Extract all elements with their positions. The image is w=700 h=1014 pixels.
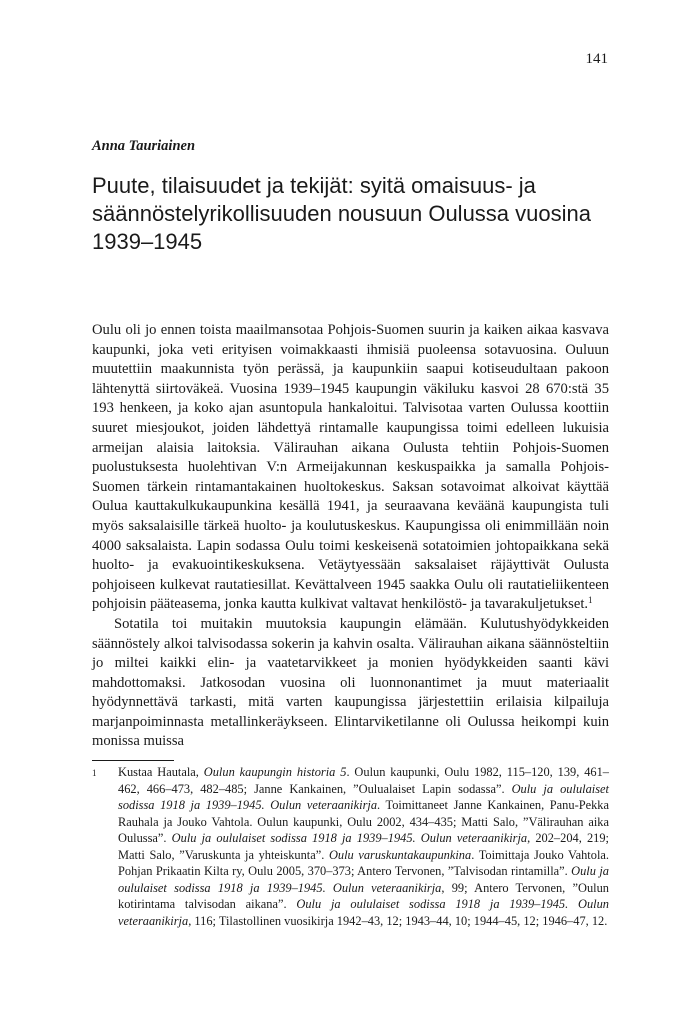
- footnote-text: [118, 764, 609, 929]
- paragraph-text: Sotatila toi muitakin muutoksia kaupungin elämään. Kulutushyödykkeiden säännöstely alkoi talvisodassa sokerin ja kahvin osalta. Välirauhan aikana säännösteltiin jo miltei kaikki elin- ja vaatetarvikkeet ja monien hyödykkeiden saanti kävi mahdottomaksi. Jatkosodan vuosina oli luonnonantimet ja muut materiaalit hyödynnettävä tarkasti, mitä varten kaupungissa järjestettiin erilaisia kilpailuja marjanpoiminnasta metallinkeräykseen. Elintarviketilanne oli Oulussa heikompi kuin monissa muissa: [92, 615, 609, 750]
- footnote-reference[interactable]: 1: [588, 595, 593, 606]
- footnote-segment: . Oulun kaupunki, Oulu 1982, 115–120, 139, 461–462, 466–473, 482–485; Janne Kankainen, ”Oulualaiset Lapin sodassa”.: [118, 765, 609, 796]
- footnote-segment: , 99; Antero Tervonen, ”Oulun kotirintama talvisodan aikana”.: [118, 880, 609, 911]
- paragraph: [92, 615, 609, 752]
- body-text: [92, 321, 609, 752]
- footnote-work-title: Oulu varuskuntakaupunkina: [328, 847, 472, 862]
- footnote: [92, 764, 609, 929]
- footnote-segment: . Toimittaja Jouko Vahtola. Pohjan Prikaatin Kilta ry, Oulu 2005, 370–373; Antero Tervonen, ”Talvisodan rintamilla”.: [118, 847, 609, 878]
- footnote-segment: , 202–204, 219; Matti Salo, ”Varuskunta ja yhteiskunta”.: [118, 831, 609, 862]
- footnote-number: 1: [92, 768, 97, 778]
- footnote-segment: Kustaa Hautala,: [118, 765, 204, 779]
- page-number: 141: [585, 51, 608, 67]
- paragraph-text: Oulu oli jo ennen toista maailmansotaa Pohjois-Suomen suurin ja kaiken aikaa kasvava kaupunki, joka veti erityisen voimakkaasti ihmisiä puoleensa sotavuosina. Ouluun muutettiin maakunnista työn perässä, ja kaupunkiin saapui kotiseudultaan pakoon lähtenyttä siirtoväkeä. Vuosina 1939–1945 kaupungin väkiluku kasvoi 28 670:stä 35 193 henkeen, ja koko ajan asuntopula hankaloitui. Talvisotaa varten Oulussa koottiin suuret miesjoukot, joiden lähdettyä rintamalle kaupungissa toimi edelleen lukuisia armeijan alaisia laitoksia. Välirauhan aikana Oulusta tehtiin Pohjois-Suomen puolustuksesta huolehtivan V:n Armeijakunnan keskuspaikka ja samalla Pohjois-Suomen tärkein rintamantakainen huoltokeskus. Saksan sotavoimat alkoivat käyttää Oulua kauttakulkukaupunkina kesällä 1941, ja seuraavana keväänä kaupungista tuli myös saksalaisille tärkeä huolto- ja koulutuskeskus. Kaupungissa oli enimmillään noin 4000 saksalaista. Lapin sodassa Oulu toimi keskeisenä sotatoimien johtopaikkana sekä huolto- ja evakuointikeskuksena. Vetäytyessään saksalaiset räjäyttivät Oulusta pohjoiseen kulkevat rautatiesillat. Kevättalveen 1945 saakka Oulu oli rautatieliikenteen pohjoisin pääteasema, jonka kautta kulkivat valtavat henkilöstö- ja tavarakuljetukset.: [92, 322, 609, 613]
- footnote-work-title: Oulu ja oululaiset sodissa 1918 ja 1939–1945. Oulun veteraanikirja: [118, 864, 609, 895]
- footnote-work-title: Oulu ja oululaiset sodissa 1918 ja 1939–1945. Oulun veteraanikirja: [118, 781, 609, 812]
- article-title: Puute, tilaisuudet ja tekijät: syitä omaisuus- ja säännöstelyrikollisuuden nousuun Oulussa vuosina 1939–1945: [92, 173, 591, 254]
- footnote-segment: , 116; Tilastollinen vuosikirja 1942–43, 12; 1943–44, 10; 1944–45, 12; 1946–47, 12.: [188, 913, 608, 928]
- footnote-work-title: Oulu ja oululaiset sodissa 1918 ja 1939–1945. Oulun veteraanikirja: [118, 897, 609, 928]
- footnote-segment: . Toimittaneet Janne Kankainen, Panu-Pekka Rauhala ja Jouko Vahtola. Oulun kaupunki, Oulu 2002, 434–435; Matti Salo, ”Välirauhan aika Oulussa”.: [118, 798, 609, 845]
- footnote-work-title: Oulu ja oululaiset sodissa 1918 ja 1939–1945. Oulun veteraanikirja: [171, 831, 528, 845]
- author-name: Anna Tauriainen: [92, 138, 196, 154]
- footnote-work-title: Oulun kaupungin historia 5: [203, 765, 347, 779]
- footnote-separator: [92, 760, 174, 761]
- paragraph: [92, 321, 609, 615]
